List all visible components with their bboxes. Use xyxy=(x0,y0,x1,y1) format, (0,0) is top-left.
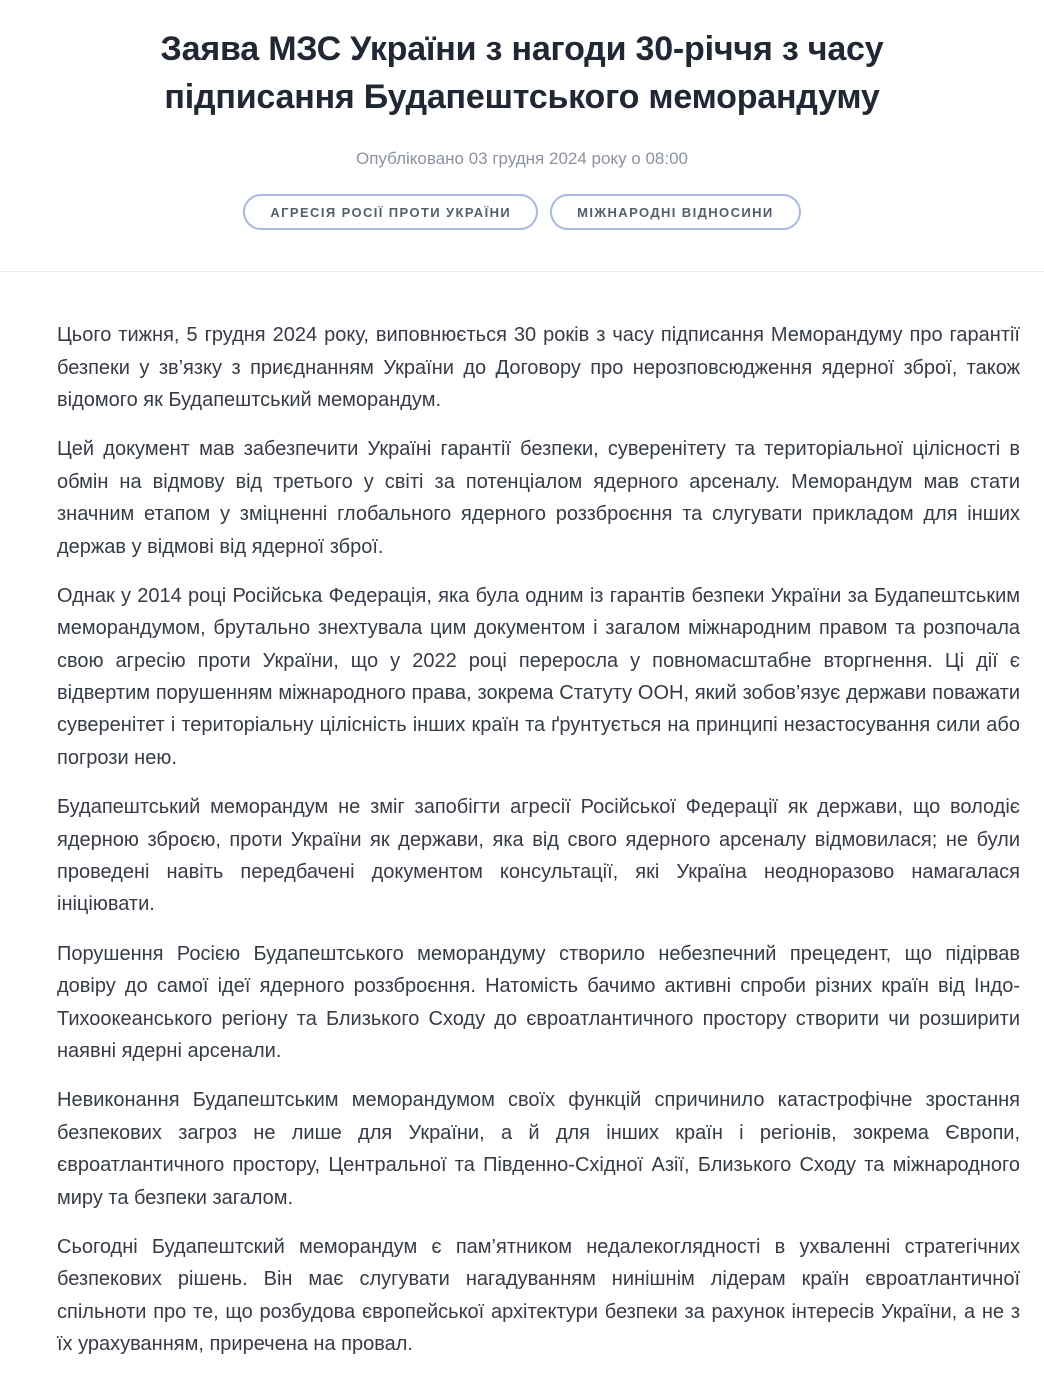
article-paragraph: Невиконання Будапештським меморандумом своїх функцій спричинило катастрофічне зростання безпекових загроз не лише для України, а й для інших країн і регіонів, зокрема Європи, євроатлантичного простору, Центральної та Південно-Східної Азії, Близького Сходу та міжнародного миру та безпеки загалом. xyxy=(57,1089,1020,1209)
article-header xyxy=(0,0,1044,230)
published-date: Опубліковано 03 грудня 2024 року о 08:00 xyxy=(355,149,689,169)
article-paragraph: Цей документ мав забезпечити Україні гарантії безпеки, суверенітету та територіальної цілісності в обмін на відмову від третього у світі за потенціалом ядерного арсеналу. Меморандум мав стати значним етапом у зміцненні глобального ядерного роззброєння та слугувати прикладом для інших держав у відмові від ядерної зброї. xyxy=(57,438,1020,558)
article-paragraph: Однак у 2014 році Російська Федерація, яка була одним із гарантів безпеки України за Будапештським меморандумом, брутально знехтувала цим документом і загалом міжнародним правом та розпочала свою агресію проти України, що у 2022 році переросла у повномасштабне вторгнення. Ці дії є відвертим порушенням міжнародного права, зокрема Статуту ООН, який зобов’язує держави поважати суверенітет і територіальну цілісність інших країн та ґрунтується на принципі незастосування сили або погрози нею. xyxy=(57,584,1020,769)
tag-pill[interactable]: МІЖНАРОДНІ ВІДНОСИНИ xyxy=(550,194,801,230)
article-paragraph: Сьогодні Будапештский меморандум є пам’ятником недалекоглядності в ухваленні стратегічних безпекових рішень. Він має слугувати нагадуванням нинішнім лідерам країн євроатлантичної спільноти про те, що розбудова європейської архітектури безпеки за рахунок інтересів України, а не з їх урахуванням, приречена на провал. xyxy=(57,1235,1020,1356)
page-title: Заява МЗС України з нагоди 30-річчя з часу підписання Будапештського меморандуму xyxy=(160,30,884,116)
article-body xyxy=(0,272,1044,1380)
article-paragraph: Цього тижня, 5 грудня 2024 року, виповнюється 30 років з часу підписання Меморандуму про гарантії безпеки у зв’язку з приєднанням України до Договору про нерозповсюдження ядерної зброї, також відомого як Будапештський меморандум. xyxy=(57,324,1020,411)
tag-list xyxy=(0,194,1044,230)
tag-pill[interactable]: АГРЕСІЯ РОСІЇ ПРОТИ УКРАЇНИ xyxy=(243,194,538,230)
article-paragraph: Будапештський меморандум не зміг запобігти агресії Російської Федерації як держави, що володіє ядерною зброєю, проти України як держави, яка від свого ядерного арсеналу відмовилася; не були проведені навіть передбачені документом консультації, які Україна неодноразово намагалася ініціювати. xyxy=(57,796,1020,916)
article-paragraph: Порушення Росією Будапештського меморандуму створило небезпечний прецедент, що підірвав довіру до самої ідеї ядерного роззброєння. Натомість бачимо активні спроби різних країн від Індо-Тихоокеанського регіону та Близького Сходу до євроатлантичного простору створити чи розширити наявні ядерні арсенали. xyxy=(57,942,1020,1062)
